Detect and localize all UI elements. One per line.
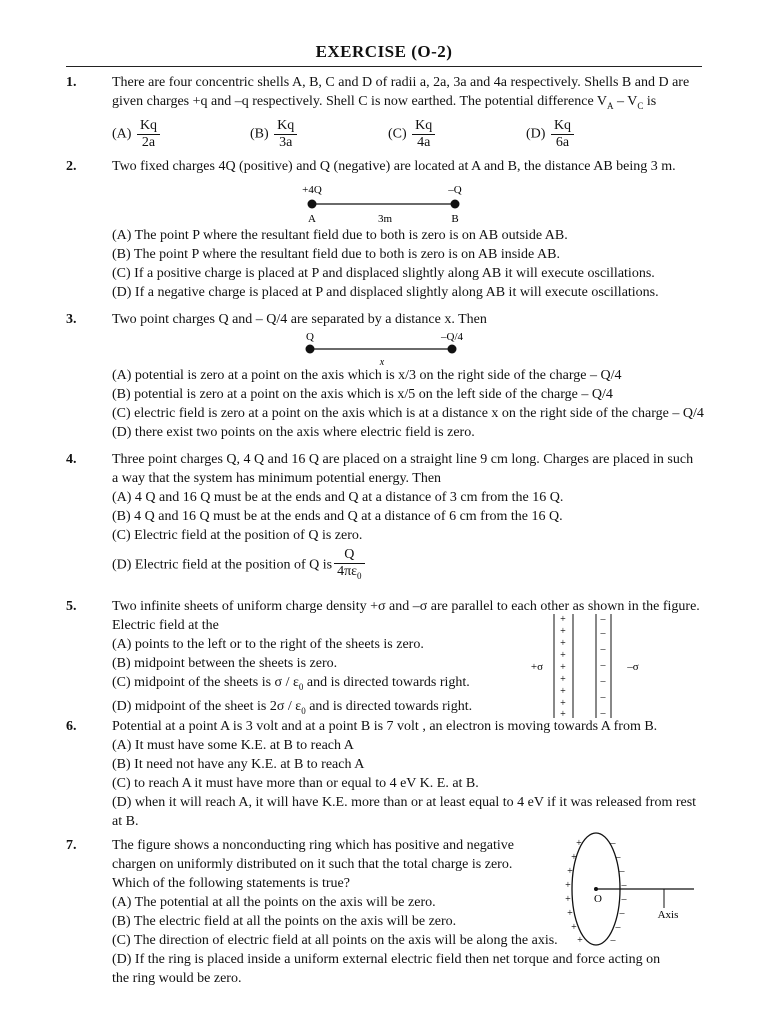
charge-b-label: –Q <box>448 184 462 196</box>
question-text: Two infinite sheets of uniform charge density +σ and –σ are parallel to each other as shown in the figure. <box>112 599 700 614</box>
option-b[interactable]: (B) $\frac{Kq}{3a}$ <box>250 118 299 151</box>
option-b[interactable]: (B) It need not have any K.E. at B to reach A <box>112 757 365 772</box>
question-number: 3. <box>66 312 77 327</box>
charged-ring-figure <box>558 826 698 952</box>
question-text: given charges +q and –q respectively. Shell C is now earthed. The potential difference $V_A - V_C$ is <box>112 94 657 111</box>
question-number: 6. <box>66 719 77 734</box>
page-title: EXERCISE (O-2) <box>315 42 453 61</box>
minus-sign: – <box>600 692 606 703</box>
minus-sign: – <box>600 660 606 671</box>
charge-q4-dot <box>448 345 457 354</box>
question-number: 7. <box>66 838 77 853</box>
question-text: Potential at a point A is 3 volt and at a point B is 7 volt , an electron is moving towards A from B. <box>112 719 658 734</box>
option-c[interactable]: (C) $\frac{Kq}{4a}$ <box>388 118 437 151</box>
option-b[interactable]: (B) 4 Q and 16 Q must be at the ends and Q at a distance of 6 cm from the 16 Q. <box>112 509 563 524</box>
minus-sign: – <box>600 628 606 639</box>
ring-plus: + <box>565 894 571 905</box>
question-text: chargen on uniformly distributed on it such that the total charge is zero. <box>112 857 513 872</box>
plus-sign: + <box>560 626 566 637</box>
question-text: Which of the following statements is true? <box>112 876 350 891</box>
question-number: 4. <box>66 452 77 467</box>
option-a[interactable]: (A) The point P where the resultant field due to both is zero is on AB outside AB. <box>112 228 568 243</box>
title-rule <box>66 66 702 67</box>
option-c[interactable]: (C) to reach A it must have more than or equal to 4 eV K. E. at B. <box>112 776 479 791</box>
question-text: a way that the system has minimum potential energy. Then <box>112 471 442 486</box>
ring-plus: + <box>565 880 571 891</box>
ring-plus: + <box>567 866 573 877</box>
charge-a-dot <box>308 200 317 209</box>
option-b[interactable]: (B) midpoint between the sheets is zero. <box>112 656 338 671</box>
minus-sign: – <box>600 614 606 625</box>
question-number: 1. <box>66 75 77 90</box>
option-b[interactable]: (B) The electric field at all the points on the axis will be zero. <box>112 914 457 929</box>
question-number: 2. <box>66 159 77 174</box>
option-c[interactable]: (C) electric field is zero at a point on the axis which is at a distance x on the right side of the charge – Q/4 <box>112 406 704 421</box>
option-c[interactable]: (C) The direction of electric field at all points on the axis will be along the axis. <box>112 933 558 948</box>
ring-plus: + <box>576 838 582 849</box>
plus-sign: + <box>560 698 566 709</box>
question-text: Three point charges Q, 4 Q and 16 Q are placed on a straight line 9 cm long. Charges are placed in such <box>112 452 694 467</box>
option-d-continued: at B. <box>112 814 139 829</box>
minus-sign: – <box>600 644 606 655</box>
minus-sign: – <box>600 676 606 687</box>
point-b-label: B <box>451 213 459 225</box>
plus-sign: + <box>560 709 566 720</box>
question-number: 5. <box>66 599 77 614</box>
option-b[interactable]: (B) The point P where the resultant field due to both is zero is on AB inside AB. <box>112 247 560 262</box>
ring-minus: – <box>610 838 616 849</box>
question-text: The figure shows a nonconducting ring which has positive and negative <box>112 838 515 853</box>
distance-label: 3m <box>377 213 393 225</box>
question-text: There are four concentric shells A, B, C and D of radii a, 2a, 3a and 4a respectively. Shells B and D are <box>112 75 690 90</box>
plus-sign: + <box>560 686 566 697</box>
charge-q-label: Q <box>306 331 314 343</box>
ring-minus: – <box>615 922 621 933</box>
charge-a-label: +4Q <box>302 184 322 196</box>
plus-sign: + <box>560 662 566 673</box>
option-d-continued: the ring would be zero. <box>112 971 242 986</box>
option-d[interactable]: (D) If a negative charge is placed at P and displaced slightly along AB it will execute oscillations. <box>112 285 659 300</box>
ring-plus: + <box>577 935 583 946</box>
option-b[interactable]: (B) potential is zero at a point on the axis which is x/5 on the left side of the charge – Q/4 <box>112 387 613 402</box>
plus-sign: + <box>560 674 566 685</box>
center-point <box>594 887 598 891</box>
option-d[interactable]: (D) $\frac{Kq}{6a}$ <box>526 118 576 151</box>
ring-minus: – <box>621 894 627 905</box>
charge-q-dot <box>306 345 315 354</box>
two-charge-figure <box>290 180 480 226</box>
option-a[interactable]: (A) potential is zero at a point on the axis which is x/3 on the right side of the charge – Q/4 <box>112 368 622 383</box>
negative-sigma-label: –σ <box>627 661 639 673</box>
option-d[interactable]: (D) If the ring is placed inside a uniform external electric field then net torque and force acting on <box>112 952 661 967</box>
plus-sign: + <box>560 614 566 625</box>
positive-sigma-label: +σ <box>530 661 544 673</box>
option-a[interactable]: (A) It must have some K.E. at B to reach A <box>112 738 354 753</box>
option-d[interactable]: (D) Electric field at the position of Q is $\frac{Q}{4\pi\varepsilon_0}$ <box>112 547 704 584</box>
ring-minus: – <box>610 935 616 946</box>
option-a[interactable]: (A) The potential at all the points on the axis will be zero. <box>112 895 436 910</box>
question-text: Electric field at the <box>112 618 219 633</box>
option-a[interactable]: (A) $\frac{Kq}{2a}$ <box>112 118 162 151</box>
point-charge-figure <box>290 328 480 370</box>
ring-plus: + <box>571 852 577 863</box>
option-d[interactable]: (D) midpoint of the sheet is $2\sigma / \varepsilon_0$ and is directed towards right. <box>112 698 473 716</box>
plus-sign: + <box>560 650 566 661</box>
ring-minus: – <box>621 880 627 891</box>
charge-b-dot <box>451 200 460 209</box>
option-a[interactable]: (A) 4 Q and 16 Q must be at the ends and Q at a distance of 3 cm from the 16 Q. <box>112 490 564 505</box>
option-c[interactable]: (C) If a positive charge is placed at P and displaced slightly along AB it will execute oscillations. <box>112 266 655 281</box>
axis-label: Axis <box>657 909 679 921</box>
charge-q4-label: –Q/4 <box>441 331 463 343</box>
option-d[interactable]: (D) when it will reach A, it will have K.E. more than or at least equal to 4 eV if it was released from rest <box>112 795 697 810</box>
option-a[interactable]: (A) points to the left or to the right of the sheets is zero. <box>112 637 424 652</box>
point-a-label: A <box>308 213 316 225</box>
distance-x-label: x <box>379 357 385 368</box>
ring-plus: + <box>571 922 577 933</box>
parallel-sheets-figure <box>525 612 655 720</box>
ring-minus: – <box>615 852 621 863</box>
center-label: O <box>594 893 602 905</box>
option-c[interactable]: (C) midpoint of the sheets is σ / $\varepsilon_0$ and is directed towards right. <box>112 675 470 692</box>
plus-sign: + <box>560 638 566 649</box>
minus-sign: – <box>600 708 606 719</box>
ring-minus: – <box>619 908 625 919</box>
question-text: Two point charges Q and – Q/4 are separated by a distance x. Then <box>112 312 487 327</box>
ring-minus: – <box>619 866 625 877</box>
question-text: Two fixed charges 4Q (positive) and Q (negative) are located at A and B, the distance AB being 3 m. <box>112 159 676 174</box>
ring-plus: + <box>567 908 573 919</box>
option-d[interactable]: (D) there exist two points on the axis where electric field is zero. <box>112 425 475 440</box>
option-c[interactable]: (C) Electric field at the position of Q is zero. <box>112 528 363 543</box>
